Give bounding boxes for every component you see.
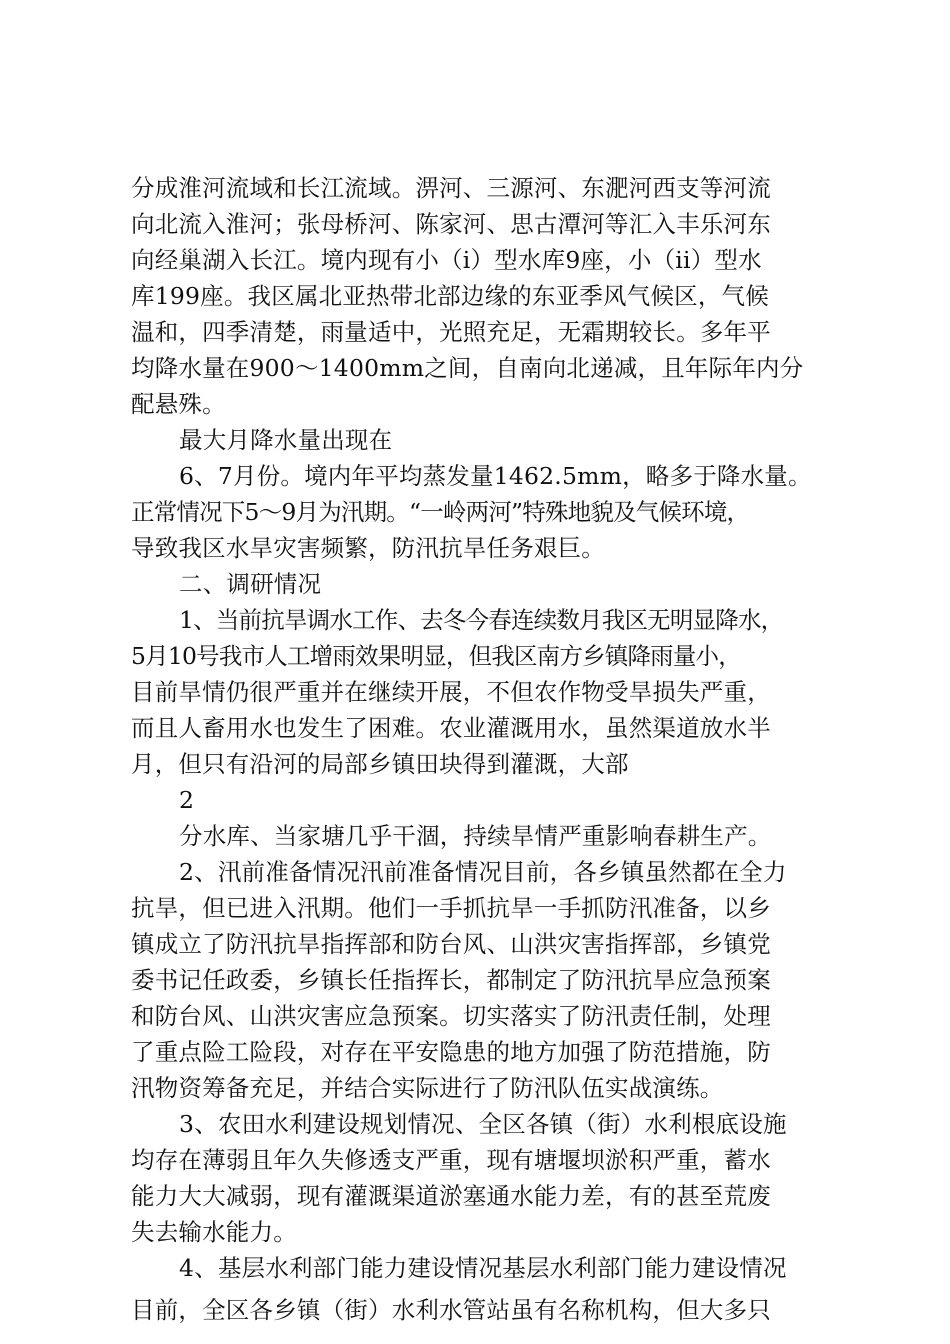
text-line: 目前，全区各乡镇（街）水利水管站虽有名称机构，但大多只 xyxy=(131,1296,771,1324)
text-line: 1、当前抗旱调水工作、去冬今春连续数月我区无明显降水， xyxy=(179,606,784,634)
text-line: 正常情况下5～9月为汛期。“一岭两河”特殊地貌及气候环境， xyxy=(131,498,750,526)
text-line: 了重点险工险段，对存在平安隐患的地方加强了防范措施，防 xyxy=(131,1038,771,1066)
text-line: 月，但只有沿河的局部乡镇田块得到灌溉，大部 xyxy=(131,750,629,778)
text-line: 和防台风、山洪灾害应急预案。切实落实了防汛责任制，处理 xyxy=(131,1002,771,1030)
text-line: 向北流入淮河；张母桥河、陈家河、思古潭河等汇入丰乐河东 xyxy=(131,210,771,238)
text-line: 温和，四季清楚，雨量适中，光照充足，无霜期较长。多年平 xyxy=(131,318,771,346)
text-line: 失去输水能力。 xyxy=(131,1218,297,1246)
page-number: 2 xyxy=(179,786,195,814)
text-line: 最大月降水量出现在 xyxy=(179,426,393,454)
text-line: 向经巢湖入长江。境内现有小（i）型水库9座，小（ii）型水 xyxy=(131,246,762,274)
text-line: 库199座。我区属北亚热带北部边缘的东亚季风气候区，气候 xyxy=(131,282,769,310)
text-line: 2、汛前准备情况汛前准备情况目前，各乡镇虽然都在全力 xyxy=(179,858,787,886)
text-line: 分水库、当家塘几乎干涸，持续旱情严重影响春耕生产。 xyxy=(179,822,772,850)
text-line: 分成淮河流域和长江流域。淠河、三源河、东淝河西支等河流 xyxy=(131,174,771,202)
text-line: 导致我区水旱灾害频繁，防汛抗旱任务艰巨。 xyxy=(131,534,605,562)
section-heading: 二、调研情况 xyxy=(179,570,322,598)
text-line: 3、农田水利建设规划情况、全区各镇（街）水利根底设施 xyxy=(179,1110,787,1138)
text-line: 而且人畜用水也发生了困难。农业灌溉用水，虽然渠道放水半 xyxy=(131,714,771,742)
text-line: 抗旱，但已进入汛期。他们一手抓抗旱一手抓防汛准备，以乡 xyxy=(131,894,771,922)
text-line: 均存在薄弱且年久失修透支严重，现有塘堰坝淤积严重，蓄水 xyxy=(131,1146,771,1174)
text-line: 能力大大减弱，现有灌溉渠道淤塞通水能力差，有的甚至荒废 xyxy=(131,1182,771,1210)
text-line: 汛物资筹备充足，并结合实际进行了防汛队伍实战演练。 xyxy=(131,1074,724,1102)
text-line: 均降水量在900～1400mm之间，自南向北递减，且年际年内分 xyxy=(131,354,804,382)
text-line: 配悬殊。 xyxy=(131,390,226,418)
text-line: 6、7月份。境内年平均蒸发量1462.5mm，略多于降水量。 xyxy=(179,462,812,490)
text-line: 目前旱情仍很严重并在继续开展，不但农作物受旱损失严重， xyxy=(131,678,771,706)
text-line: 4、基层水利部门能力建设情况基层水利部门能力建设情况 xyxy=(179,1254,787,1282)
text-line: 委书记任政委，乡镇长任指挥长，都制定了防汛抗旱应急预案 xyxy=(131,966,771,994)
text-line: 镇成立了防汛抗旱指挥部和防台风、山洪灾害指挥部，乡镇党 xyxy=(131,930,771,958)
text-line: 5月10号我市人工增雨效果明显，但我区南方乡镇降雨量小， xyxy=(131,642,741,670)
